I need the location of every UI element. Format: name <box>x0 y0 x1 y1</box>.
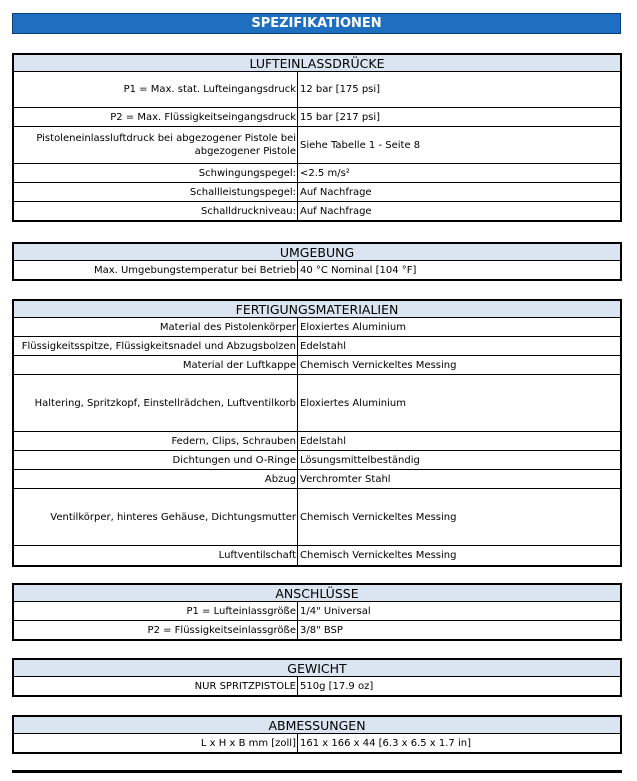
section-title: GEWICHT <box>14 660 620 677</box>
table-row <box>14 127 620 164</box>
row-value: Verchromter Stahl <box>300 473 391 485</box>
row-value: Siehe Tabelle 1 - Seite 8 <box>300 139 421 151</box>
section-umgebung <box>12 242 622 281</box>
row-value: 12 bar [175 psi] <box>300 84 381 95</box>
table-row <box>14 546 620 565</box>
section-materialien <box>12 299 622 567</box>
row-value: Auf Nachfrage <box>300 205 372 217</box>
row-label: P2 = Max. Flüssigkeitseingangsdruck <box>14 108 298 126</box>
row-label: P1 = Max. stat. Lufteingangsdruck <box>14 72 298 107</box>
table-row <box>14 375 620 432</box>
row-value: 161 x 166 x 44 [6.3 x 6.5 x 1.7 in] <box>300 737 471 749</box>
table-row <box>14 677 620 695</box>
row-label: Dichtungen und O-Ringe <box>14 451 298 469</box>
table-row <box>14 432 620 451</box>
page-title: SPEZIFIKATIONEN <box>12 13 621 34</box>
table-row <box>14 261 620 279</box>
row-value: Eloxiertes Aluminium <box>300 321 407 333</box>
row-label: P2 = Flüssigkeitseinlassgröße <box>14 621 298 639</box>
row-value: <2.5 m/s² <box>300 167 350 179</box>
row-value: Chemisch Vernickeltes Messing <box>300 550 457 561</box>
row-value: 3/8" BSP <box>300 624 343 636</box>
section-abmessungen <box>12 715 622 754</box>
section-title: ANSCHLÜSSE <box>14 585 620 602</box>
row-value: 1/4" Universal <box>300 605 371 617</box>
table-row <box>14 621 620 639</box>
table-row <box>14 108 620 127</box>
row-label: NUR SPRITZPISTOLE <box>14 677 298 695</box>
row-label: P1 = Lufteinlassgröße <box>14 602 298 620</box>
row-label: Luftventilschaft <box>14 546 298 565</box>
table-row <box>14 164 620 183</box>
table-row <box>14 72 620 108</box>
row-value: Lösungsmittelbeständig <box>300 454 420 466</box>
row-label: Material der Luftkappe <box>14 356 298 374</box>
row-label: Ventilkörper, hinteres Gehäuse, Dichtungsmutter <box>14 489 298 545</box>
table-row <box>14 602 620 621</box>
row-value: Eloxiertes Aluminium <box>300 397 407 409</box>
section-title: LUFTEINLASSDRÜCKE <box>14 55 620 72</box>
section-gewicht <box>12 658 622 697</box>
section-title: FERTIGUNGSMATERIALIEN <box>14 301 620 318</box>
row-value: Chemisch Vernickeltes Messing <box>300 359 457 371</box>
table-row <box>14 337 620 356</box>
table-row <box>14 202 620 220</box>
row-label: Schallleistungspegel: <box>14 183 298 201</box>
row-value: Auf Nachfrage <box>300 186 372 198</box>
row-label: Federn, Clips, Schrauben <box>14 432 298 450</box>
row-label: Schwingungspegel: <box>14 164 298 182</box>
table-row <box>14 183 620 202</box>
row-label: Schalldruckniveau: <box>14 202 298 220</box>
row-value: 15 bar [217 psi] <box>300 111 381 123</box>
table-row <box>14 318 620 337</box>
section-title: ABMESSUNGEN <box>14 717 620 734</box>
divider <box>12 770 622 773</box>
row-value: 510g [17.9 oz] <box>300 680 374 692</box>
table-row <box>14 356 620 375</box>
section-anschluesse <box>12 583 622 641</box>
row-value: Edelstahl <box>300 340 346 352</box>
row-label: L x H x B mm [zoll] <box>14 734 298 752</box>
row-label: Material des Pistolenkörper <box>14 318 298 336</box>
section-title: UMGEBUNG <box>14 244 620 261</box>
section-lufteinlass <box>12 53 622 222</box>
row-label: Flüssigkeitsspitze, Flüssigkeitsnadel und Abzugsbolzen <box>14 337 298 355</box>
row-value: Edelstahl <box>300 435 346 447</box>
row-value: 40 °C Nominal [104 °F] <box>300 264 417 276</box>
table-row <box>14 451 620 470</box>
row-label: Pistoleneinlassluftdruck bei abgezogener Pistole bei abgezogener Pistole <box>14 127 298 163</box>
row-label: Max. Umgebungstemperatur bei Betrieb <box>14 261 298 279</box>
table-row <box>14 470 620 489</box>
row-label: Abzug <box>14 470 298 488</box>
row-label: Haltering, Spritzkopf, Einstellrädchen, Luftventilkorb <box>14 375 298 431</box>
table-row <box>14 734 620 752</box>
table-row <box>14 489 620 546</box>
row-value: Chemisch Vernickeltes Messing <box>300 511 457 523</box>
